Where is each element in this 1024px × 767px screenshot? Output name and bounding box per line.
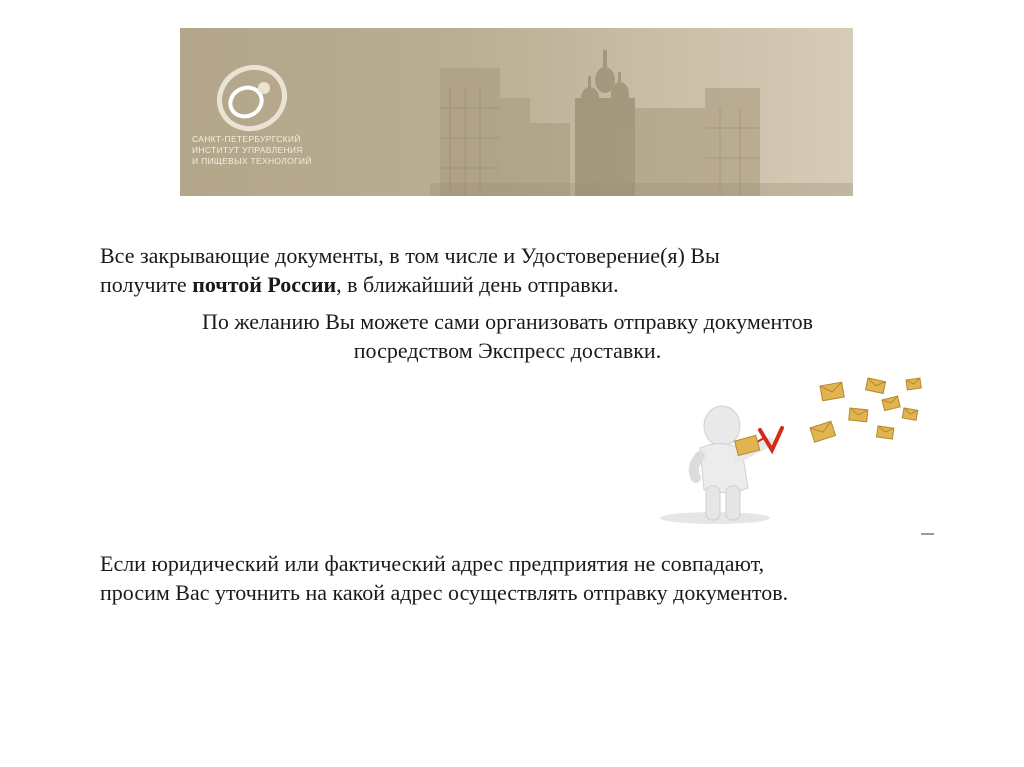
person-figure-icon	[694, 406, 748, 520]
institute-name-line: И ПИЩЕВЫХ ТЕХНОЛОГИЙ	[192, 156, 312, 166]
institute-name-line: САНКТ-ПЕТЕРБУРГСКИЙ	[192, 134, 301, 144]
paragraph-line: просим Вас уточнить на какой адрес осуществлять отправку документов.	[100, 580, 789, 605]
russian-post-emphasis: почтой России	[192, 272, 337, 297]
institute-name-line: ИНСТИТУТ УПРАВЛЕНИЯ	[192, 145, 303, 155]
header-banner	[180, 28, 853, 196]
mail-sending-illustration	[660, 368, 940, 538]
paragraph-line: Все закрывающие документы, в том числе и Удостоверение(я) Вы	[100, 243, 720, 268]
institute-logo-icon	[212, 58, 292, 138]
address-clarification-paragraph	[100, 549, 930, 607]
institute-name	[192, 134, 342, 167]
divider-mark	[921, 533, 934, 535]
slingshot-icon	[735, 428, 782, 458]
closing-documents-paragraph	[100, 241, 920, 299]
paragraph-line	[100, 270, 920, 299]
text-segment: получите	[100, 272, 193, 297]
paragraph-line: Если юридический или фактический адрес предприятия не совпадают,	[100, 551, 765, 576]
paragraph-line: посредством Экспресс доставки.	[353, 338, 662, 363]
text-segment: , в ближайший день отправки.	[336, 272, 619, 297]
express-delivery-paragraph	[100, 307, 915, 365]
envelope-icon	[810, 378, 921, 442]
paragraph-line: По желанию Вы можете сами организовать отправку документов	[201, 309, 814, 334]
